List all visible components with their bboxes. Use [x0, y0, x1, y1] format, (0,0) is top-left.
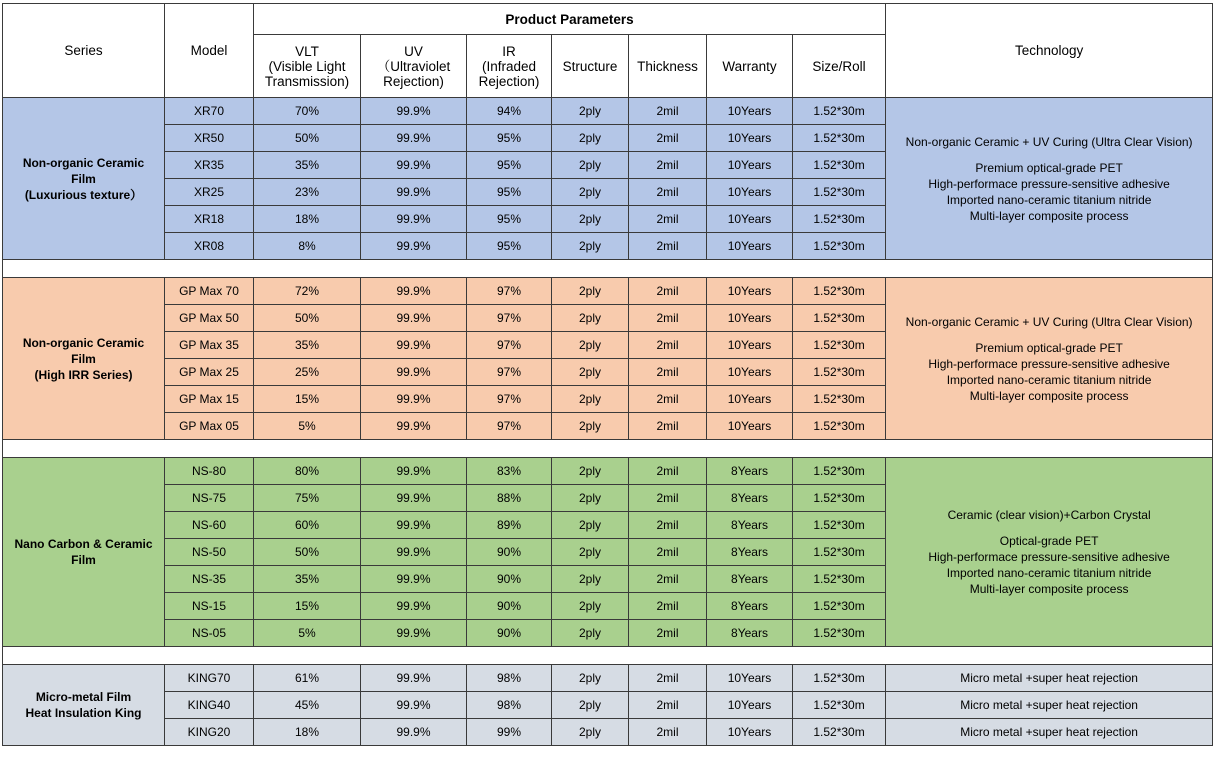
- table-row: [3, 98, 1213, 125]
- thickness-cell: 2mil: [629, 413, 707, 440]
- warranty-cell: 10Years: [707, 98, 793, 125]
- warranty-cell: 10Years: [707, 206, 793, 233]
- warranty-cell: 8Years: [707, 539, 793, 566]
- table-row: [3, 719, 1213, 746]
- model-cell: NS-35: [165, 566, 254, 593]
- technology-line: Imported nano-ceramic titanium nitride: [946, 372, 1152, 387]
- thickness-cell: 2mil: [629, 512, 707, 539]
- vlt-cell: 35%: [254, 332, 361, 359]
- technology-line: Multi-layer composite process: [969, 388, 1129, 403]
- warranty-cell: 10Years: [707, 305, 793, 332]
- warranty-cell: 10Years: [707, 278, 793, 305]
- series-name-line: (High IRR Series): [34, 367, 133, 382]
- model-cell: NS-15: [165, 593, 254, 620]
- table-body: [3, 98, 1213, 746]
- structure-cell: 2ply: [552, 305, 629, 332]
- series-name-line: Non-organic Ceramic: [22, 155, 145, 170]
- model-cell: NS-75: [165, 485, 254, 512]
- thickness-header: Thickness: [629, 35, 707, 98]
- thickness-cell: 2mil: [629, 665, 707, 692]
- thickness-cell: 2mil: [629, 593, 707, 620]
- size-cell: 1.52*30m: [793, 692, 886, 719]
- vlt-cell: 45%: [254, 692, 361, 719]
- uv-cell: 99.9%: [361, 665, 467, 692]
- ir-header-line: (Infraded: [481, 58, 537, 74]
- vlt-cell: 35%: [254, 152, 361, 179]
- vlt-cell: 5%: [254, 413, 361, 440]
- uv-cell: 99.9%: [361, 692, 467, 719]
- vlt-header-line: Transmission): [264, 73, 350, 89]
- size-cell: 1.52*30m: [793, 152, 886, 179]
- warranty-header: Warranty: [707, 35, 793, 98]
- thickness-cell: 2mil: [629, 539, 707, 566]
- structure-cell: 2ply: [552, 719, 629, 746]
- series-name-line: Film: [71, 171, 96, 186]
- vlt-cell: 60%: [254, 512, 361, 539]
- ir-cell: 97%: [467, 332, 552, 359]
- ir-cell: 98%: [467, 665, 552, 692]
- size-cell: 1.52*30m: [793, 125, 886, 152]
- product-parameters-table: [2, 3, 1213, 746]
- thickness-cell: 2mil: [629, 719, 707, 746]
- size-cell: 1.52*30m: [793, 620, 886, 647]
- uv-cell: 99.9%: [361, 512, 467, 539]
- structure-cell: 2ply: [552, 665, 629, 692]
- series-cell: [3, 98, 165, 260]
- technology-line: High-performace pressure-sensitive adhesive: [928, 356, 1170, 371]
- warranty-cell: 8Years: [707, 593, 793, 620]
- thickness-cell: 2mil: [629, 485, 707, 512]
- spacer-cell: [3, 440, 1213, 458]
- size-cell: 1.52*30m: [793, 359, 886, 386]
- technology-title: Ceramic (clear vision)+Carbon Crystal: [947, 508, 1151, 522]
- structure-cell: 2ply: [552, 539, 629, 566]
- uv-cell: 99.9%: [361, 305, 467, 332]
- technology-cell: [886, 458, 1213, 647]
- thickness-cell: 2mil: [629, 206, 707, 233]
- size-cell: 1.52*30m: [793, 386, 886, 413]
- model-cell: KING70: [165, 665, 254, 692]
- model-cell: NS-05: [165, 620, 254, 647]
- thickness-cell: 2mil: [629, 152, 707, 179]
- ir-cell: 95%: [467, 233, 552, 260]
- size-cell: 1.52*30m: [793, 98, 886, 125]
- warranty-cell: 10Years: [707, 386, 793, 413]
- series-cell: [3, 278, 165, 440]
- thickness-cell: 2mil: [629, 305, 707, 332]
- model-cell: KING20: [165, 719, 254, 746]
- structure-cell: 2ply: [552, 386, 629, 413]
- model-cell: GP Max 70: [165, 278, 254, 305]
- size-cell: 1.52*30m: [793, 206, 886, 233]
- spacer-cell: [3, 260, 1213, 278]
- structure-cell: 2ply: [552, 620, 629, 647]
- thickness-cell: 2mil: [629, 359, 707, 386]
- size-cell: 1.52*30m: [793, 665, 886, 692]
- structure-cell: 2ply: [552, 566, 629, 593]
- model-cell: GP Max 50: [165, 305, 254, 332]
- technology-cell: [886, 278, 1213, 440]
- uv-cell: 99.9%: [361, 359, 467, 386]
- thickness-cell: 2mil: [629, 692, 707, 719]
- vlt-cell: 23%: [254, 179, 361, 206]
- model-cell: XR70: [165, 98, 254, 125]
- warranty-cell: 10Years: [707, 125, 793, 152]
- model-cell: NS-60: [165, 512, 254, 539]
- ir-cell: 94%: [467, 98, 552, 125]
- uv-header-line: UV: [404, 43, 423, 59]
- technology-line: High-performace pressure-sensitive adhesive: [928, 550, 1170, 564]
- structure-cell: 2ply: [552, 512, 629, 539]
- ir-cell: 97%: [467, 359, 552, 386]
- model-cell: XR25: [165, 179, 254, 206]
- thickness-cell: 2mil: [629, 125, 707, 152]
- model-cell: KING40: [165, 692, 254, 719]
- size-cell: 1.52*30m: [793, 719, 886, 746]
- vlt-cell: 72%: [254, 278, 361, 305]
- uv-cell: 99.9%: [361, 620, 467, 647]
- spacer-row: [3, 647, 1213, 665]
- uv-cell: 99.9%: [361, 125, 467, 152]
- uv-cell: 99.9%: [361, 413, 467, 440]
- model-cell: XR08: [165, 233, 254, 260]
- size-cell: 1.52*30m: [793, 593, 886, 620]
- thickness-cell: 2mil: [629, 620, 707, 647]
- ir-cell: 97%: [467, 413, 552, 440]
- vlt-header-line: (Visible Light: [268, 58, 346, 74]
- ir-cell: 97%: [467, 305, 552, 332]
- vlt-cell: 18%: [254, 206, 361, 233]
- structure-cell: 2ply: [552, 278, 629, 305]
- size-cell: 1.52*30m: [793, 458, 886, 485]
- table-row: [3, 278, 1213, 305]
- vlt-cell: 35%: [254, 566, 361, 593]
- vlt-cell: 70%: [254, 98, 361, 125]
- vlt-cell: 15%: [254, 593, 361, 620]
- ir-header-line: IR: [502, 43, 516, 59]
- uv-cell: 99.9%: [361, 278, 467, 305]
- thickness-cell: 2mil: [629, 98, 707, 125]
- structure-cell: 2ply: [552, 233, 629, 260]
- structure-cell: 2ply: [552, 485, 629, 512]
- ir-cell: 95%: [467, 179, 552, 206]
- warranty-cell: 10Years: [707, 332, 793, 359]
- series-name-line: Non-organic Ceramic: [22, 335, 145, 350]
- size-cell: 1.52*30m: [793, 485, 886, 512]
- size-cell: 1.52*30m: [793, 539, 886, 566]
- thickness-cell: 2mil: [629, 278, 707, 305]
- uv-cell: 99.9%: [361, 152, 467, 179]
- model-cell: XR18: [165, 206, 254, 233]
- uv-cell: 99.9%: [361, 233, 467, 260]
- warranty-cell: 8Years: [707, 458, 793, 485]
- technology-line: Premium optical-grade PET: [975, 160, 1123, 175]
- warranty-cell: 10Years: [707, 692, 793, 719]
- structure-cell: 2ply: [552, 359, 629, 386]
- technology-gap: [888, 523, 1210, 533]
- vlt-cell: 8%: [254, 233, 361, 260]
- vlt-cell: 18%: [254, 719, 361, 746]
- size-cell: 1.52*30m: [793, 305, 886, 332]
- technology-gap: [888, 330, 1210, 340]
- ir-cell: 90%: [467, 539, 552, 566]
- vlt-cell: 80%: [254, 458, 361, 485]
- table-row: [3, 458, 1213, 485]
- ir-cell: 89%: [467, 512, 552, 539]
- size-cell: 1.52*30m: [793, 179, 886, 206]
- series-name-line: Nano Carbon & Ceramic: [14, 537, 153, 551]
- ir-cell: 83%: [467, 458, 552, 485]
- series-name-line: Micro-metal Film: [35, 690, 132, 704]
- structure-cell: 2ply: [552, 458, 629, 485]
- size-cell: 1.52*30m: [793, 566, 886, 593]
- ir-cell: 97%: [467, 278, 552, 305]
- structure-header: Structure: [552, 35, 629, 98]
- warranty-cell: 10Years: [707, 152, 793, 179]
- warranty-cell: 8Years: [707, 566, 793, 593]
- vlt-cell: 50%: [254, 305, 361, 332]
- warranty-cell: 10Years: [707, 359, 793, 386]
- warranty-cell: 10Years: [707, 179, 793, 206]
- size-cell: 1.52*30m: [793, 278, 886, 305]
- size-cell: 1.52*30m: [793, 332, 886, 359]
- structure-cell: 2ply: [552, 206, 629, 233]
- spacer-cell: [3, 647, 1213, 665]
- uv-cell: 99.9%: [361, 458, 467, 485]
- technology-title: Non-organic Ceramic + UV Curing (Ultra Clear Vision): [905, 134, 1193, 149]
- model-cell: NS-80: [165, 458, 254, 485]
- uv-cell: 99.9%: [361, 386, 467, 413]
- technology-cell: [886, 98, 1213, 260]
- size-cell: 1.52*30m: [793, 413, 886, 440]
- uv-cell: 99.9%: [361, 719, 467, 746]
- technology-cell: Micro metal +super heat rejection: [886, 692, 1213, 719]
- uv-header-line: Rejection): [383, 73, 444, 89]
- model-cell: XR35: [165, 152, 254, 179]
- warranty-cell: 10Years: [707, 665, 793, 692]
- technology-title: Non-organic Ceramic + UV Curing (Ultra Clear Vision): [905, 314, 1193, 329]
- size-cell: 1.52*30m: [793, 233, 886, 260]
- structure-cell: 2ply: [552, 413, 629, 440]
- model-cell: GP Max 35: [165, 332, 254, 359]
- series-name-line: Film: [71, 553, 96, 567]
- ir-cell: 97%: [467, 386, 552, 413]
- thickness-cell: 2mil: [629, 458, 707, 485]
- structure-cell: 2ply: [552, 98, 629, 125]
- vlt-cell: 50%: [254, 539, 361, 566]
- structure-cell: 2ply: [552, 152, 629, 179]
- technology-line: Optical-grade PET: [999, 534, 1099, 548]
- series-name-line: Heat Insulation King: [25, 706, 142, 720]
- vlt-cell: 50%: [254, 125, 361, 152]
- technology-line: Imported nano-ceramic titanium nitride: [946, 192, 1152, 207]
- series-cell: [3, 458, 165, 647]
- model-cell: GP Max 15: [165, 386, 254, 413]
- technology-line: High-performace pressure-sensitive adhesive: [928, 176, 1170, 191]
- technology-cell: Micro metal +super heat rejection: [886, 719, 1213, 746]
- vlt-cell: 25%: [254, 359, 361, 386]
- vlt-cell: 5%: [254, 620, 361, 647]
- spacer-row: [3, 440, 1213, 458]
- series-name-line: (Luxurious texture）: [24, 187, 143, 202]
- structure-cell: 2ply: [552, 179, 629, 206]
- ir-cell: 95%: [467, 152, 552, 179]
- table-header: [3, 4, 1213, 98]
- ir-header-line: Rejection): [478, 73, 540, 89]
- table-row: [3, 665, 1213, 692]
- ir-cell: 90%: [467, 620, 552, 647]
- model-cell: GP Max 25: [165, 359, 254, 386]
- ir-header: [467, 35, 552, 98]
- model-cell: XR50: [165, 125, 254, 152]
- model-header: Model: [165, 4, 254, 98]
- thickness-cell: 2mil: [629, 566, 707, 593]
- table-row: [3, 692, 1213, 719]
- ir-cell: 95%: [467, 206, 552, 233]
- uv-cell: 99.9%: [361, 332, 467, 359]
- ir-cell: 95%: [467, 125, 552, 152]
- vlt-cell: 61%: [254, 665, 361, 692]
- thickness-cell: 2mil: [629, 233, 707, 260]
- size-cell: 1.52*30m: [793, 512, 886, 539]
- warranty-cell: 8Years: [707, 485, 793, 512]
- technology-line: Multi-layer composite process: [969, 582, 1129, 596]
- uv-cell: 99.9%: [361, 179, 467, 206]
- technology-cell: Micro metal +super heat rejection: [886, 665, 1213, 692]
- technology-line: Multi-layer composite process: [969, 208, 1129, 223]
- uv-cell: 99.9%: [361, 485, 467, 512]
- technology-line: Imported nano-ceramic titanium nitride: [946, 566, 1152, 580]
- warranty-cell: 8Years: [707, 620, 793, 647]
- vlt-cell: 15%: [254, 386, 361, 413]
- model-cell: NS-50: [165, 539, 254, 566]
- structure-cell: 2ply: [552, 692, 629, 719]
- uv-cell: 99.9%: [361, 539, 467, 566]
- structure-cell: 2ply: [552, 593, 629, 620]
- warranty-cell: 10Years: [707, 719, 793, 746]
- series-cell: [3, 665, 165, 746]
- vlt-header: [254, 35, 361, 98]
- ir-cell: 98%: [467, 692, 552, 719]
- uv-cell: 99.9%: [361, 206, 467, 233]
- technology-header: Technology: [886, 4, 1213, 98]
- warranty-cell: 10Years: [707, 413, 793, 440]
- ir-cell: 90%: [467, 566, 552, 593]
- warranty-cell: 10Years: [707, 233, 793, 260]
- warranty-cell: 8Years: [707, 512, 793, 539]
- thickness-cell: 2mil: [629, 332, 707, 359]
- spacer-row: [3, 260, 1213, 278]
- thickness-cell: 2mil: [629, 386, 707, 413]
- uv-header: [361, 35, 467, 98]
- vlt-cell: 75%: [254, 485, 361, 512]
- thickness-cell: 2mil: [629, 179, 707, 206]
- technology-line: Premium optical-grade PET: [975, 340, 1123, 355]
- ir-cell: 90%: [467, 593, 552, 620]
- series-name-line: Film: [71, 351, 96, 366]
- uv-cell: 99.9%: [361, 566, 467, 593]
- structure-cell: 2ply: [552, 332, 629, 359]
- uv-header-line: （Ultraviolet: [376, 58, 451, 74]
- ir-cell: 88%: [467, 485, 552, 512]
- uv-cell: 99.9%: [361, 593, 467, 620]
- vlt-header-line: VLT: [295, 43, 319, 59]
- size-header: Size/Roll: [793, 35, 886, 98]
- technology-gap: [888, 150, 1210, 160]
- model-cell: GP Max 05: [165, 413, 254, 440]
- ir-cell: 99%: [467, 719, 552, 746]
- series-header: Series: [3, 4, 165, 98]
- uv-cell: 99.9%: [361, 98, 467, 125]
- structure-cell: 2ply: [552, 125, 629, 152]
- product-parameters-header: Product Parameters: [254, 4, 886, 35]
